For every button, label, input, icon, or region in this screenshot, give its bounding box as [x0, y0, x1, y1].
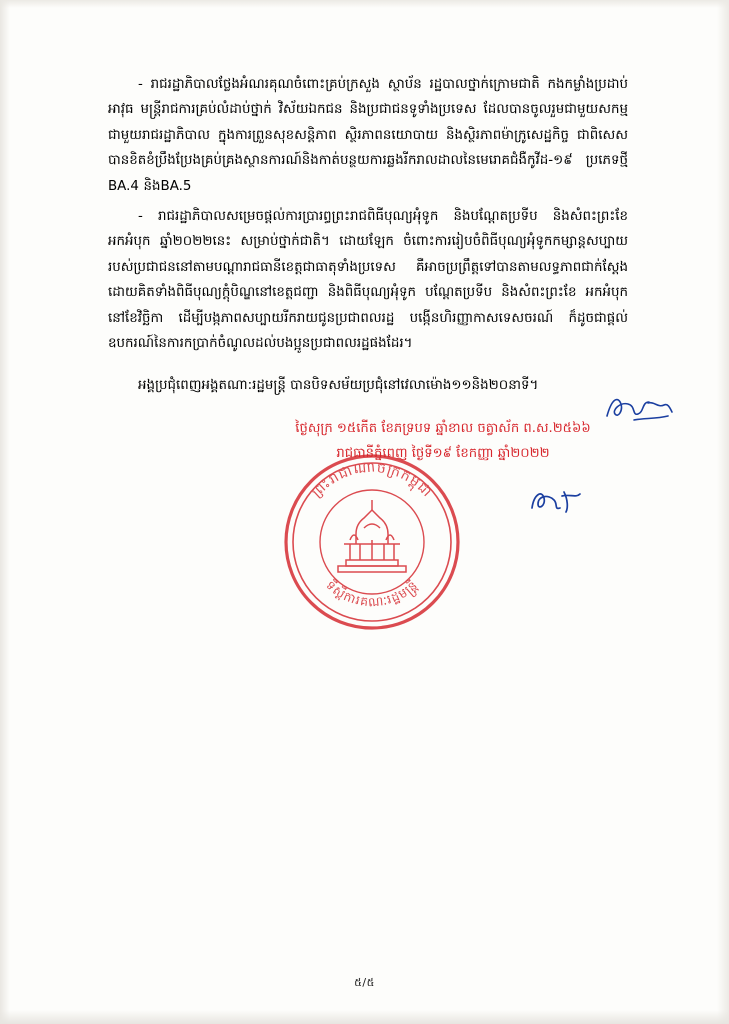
signature-ink-bottom [528, 486, 590, 518]
scan-edge-bottom [0, 1010, 729, 1024]
official-stamp [278, 448, 466, 636]
paragraph-2: - រាជរដ្ឋាភិបាលសម្រេចផ្តល់ការប្រារព្ធព្រះរាជពិធីបុណ្យអុំទូក និងបណ្តែតប្រទីប និងសំពះព្រះខែ អកអំបុក ឆ្នាំ២០២២នេះ សម្រាប់ថ្នាក់ជាតិ។ ដោយឡែក ចំពោះការរៀបចំពិធីបុណ្យអុំទូកកម្សាន្តសប្បាយរបស់ប្រជាជននៅតាមបណ្តារាជធានីខេត្តជាធាតុទាំងប្រទេស គឺអាចប្រព្រឹត្តទៅបានតាមលទ្ធភាពជាក់ស្តែង ដោយគិតទាំងពិធីបុណ្យក្តុំបិណ្ឌនៅខេត្តជញ្ជា និងពិធីបុណ្យអុំទូក បណ្តែតប្រទីប និងសំពះព្រះខែ អកអំបុក នៅខែវិច្ឆិកា ដើម្បីបង្កភាពសប្បាយរីករាយជូនប្រជាពលរដ្ឋ បង្កើនហិរញ្ញាកាសទេសចរណ៍ ក៏ដូចជាផ្តល់ឧបករណ៍នៃការកប្រាក់ចំណូលដល់បងប្អូនប្រជាពលរដ្ឋផងដែរ។ [108, 209, 628, 352]
date-line-gregorian: រាជធានីភ្នំពេញ ថ្ងៃទី១៩ ខែកញ្ញា ឆ្នាំ២០២២ [336, 446, 550, 462]
signature-ink-top [604, 392, 674, 426]
date-block [108, 416, 628, 466]
svg-text:ទីស្តីការគណៈរដ្ឋមន្ត្រី: ទីស្តីការគណៈរដ្ឋមន្ត្រី [323, 577, 421, 610]
page-number: ៥/៥ [354, 976, 375, 989]
document-body [108, 72, 628, 466]
date-line-buddhist: ថ្ងៃសុក្រ ១៥កើត ខែភទ្របទ ឆ្នាំខាល ចត្វាស័ក ព.ស.២៥៦៦ [295, 421, 591, 437]
scan-edge-top [0, 0, 729, 8]
svg-text:ព្រះរាជាណាចក្រកម្ពុជា: ព្រះរាជាណាចក្រកម្ពុជា [308, 459, 436, 501]
paragraph-1: - រាជរដ្ឋាភិបាលថ្លែងអំណរគុណចំពោះគ្រប់ក្រសួង ស្ថាប័ន រដ្ឋបាលថ្នាក់ក្រោមជាតិ កងកម្លាំងប្រដាប់អាវុធ មន្ត្រីរាជការគ្រប់លំដាប់ថ្នាក់ វិស័យឯកជន និងប្រជាជនទូទាំងប្រទេស ដែលបានចូលរួមជាមួយសកម្មជាមួយរាជរដ្ឋាភិបាល ក្នុងការព្រួនសុខសន្តិភាព ស្ថិរភាពនយោបាយ និងស្ថិរភាពម៉ាក្រូសេដ្ឋកិច្ច ជាពិសេស បានខិតខំប្រឹងប្រែងគ្រប់គ្រងស្ថានការណ៍និងកាត់បន្ថយការឆ្លងរីករាលដាលនៃមេរោគជំងឺកូវីដ-១៩ ប្រភេទថ្មី BA.4 និងBA.5 [108, 77, 628, 194]
scan-edge-right [717, 0, 729, 1024]
scan-edge-left [0, 0, 10, 1024]
closing-statement: អង្គប្រជុំពេញអង្គតណា:រដ្ឋមន្ត្រី បានបិទសម័យប្រជុំនៅវេលាម៉ោង១១និង២០នាទី។ [138, 378, 539, 394]
